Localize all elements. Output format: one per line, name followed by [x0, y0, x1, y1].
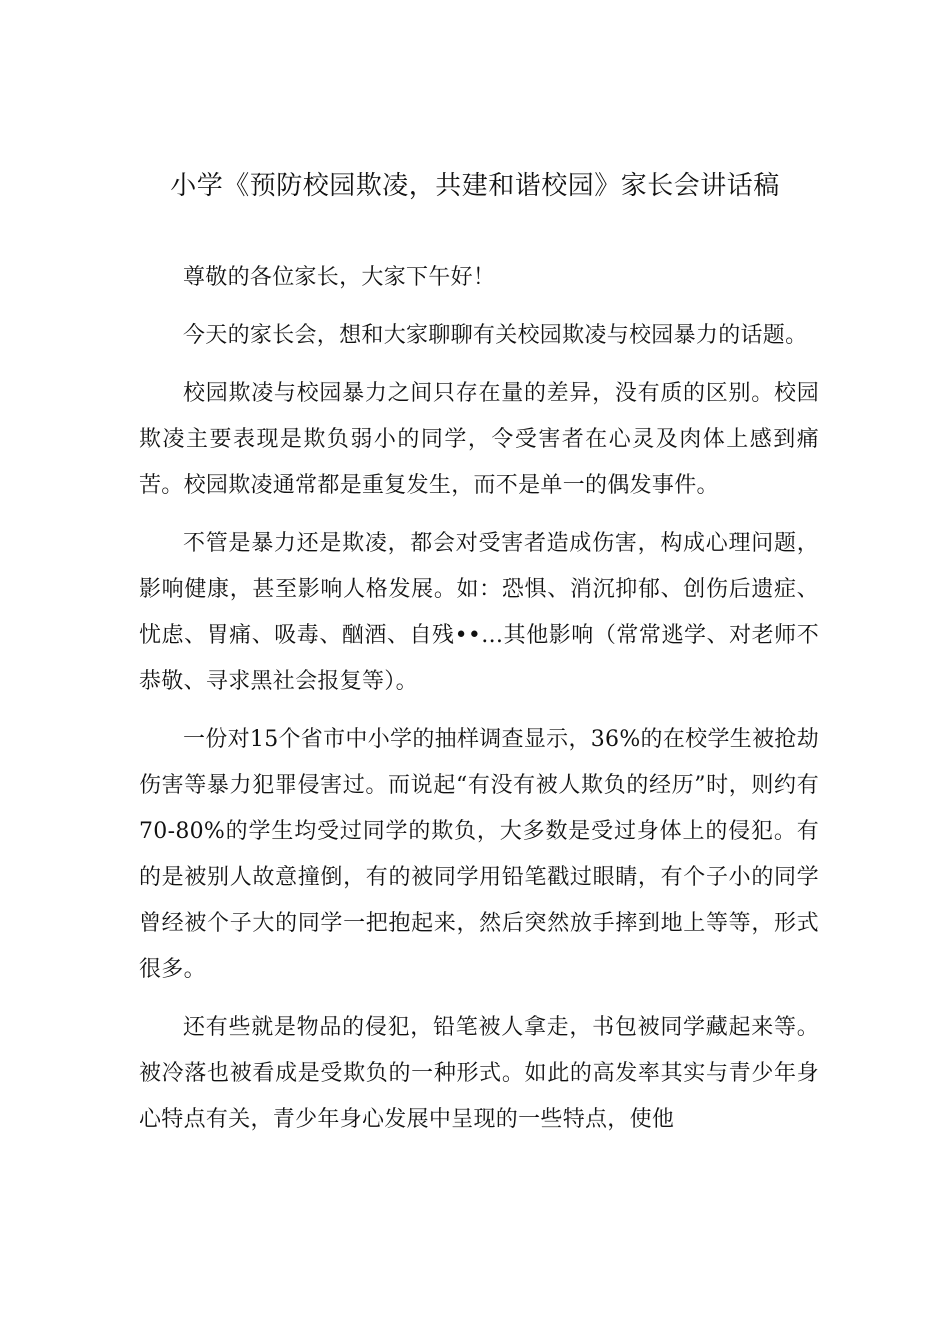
paragraph-definition: 校园欺凌与校园暴力之间只存在量的差异，没有质的区别。校园欺凌主要表现是欺负弱小的同学，令受害者在心灵及肉体上感到痛苦。校园欺凌通常都是重复发生，而不是单一的偶发事件。 [139, 381, 819, 498]
paragraph-property: 还有些就是物品的侵犯，铅笔被人拿走，书包被同学藏起来等。被冷落也被看成是受欺负的一种形式。如此的高发率其实与青少年身心特点有关，青少年身心发展中呈现的一些特点，使他 [139, 1015, 819, 1132]
document-body [139, 255, 819, 1155]
document-title: 小学《预防校园欺凌，共建和谐校园》家长会讲话稿 [170, 171, 780, 201]
paragraph-harm: 不管是暴力还是欺凌，都会对受害者造成伤害，构成心理问题，影响健康，甚至影响人格发展。如：恐惧、消沉抑郁、创伤后遗症、忧虑、胃痛、吸毒、酗酒、自残••…其他影响（常常逃学、对老师不恭敬、寻求黑社会报复等）。 [139, 531, 819, 694]
paragraph-greeting: 尊敬的各位家长，大家下午好！ [183, 265, 496, 290]
paragraph-topic: 今天的家长会，想和大家聊聊有关校园欺凌与校园暴力的话题。 [183, 323, 808, 348]
paragraph-survey: 一份对15个省市中小学的抽样调查显示，36%的在校学生被抢劫伤害等暴力犯罪侵害过。而说起“有没有被人欺负的经历”时，则约有70-80%的学生均受过同学的欺负，大多数是受过身体上的侵犯。有的是被别人故意撞倒，有的被同学用铅笔戳过眼睛，有个子小的同学曾经被个子大的同学一把抱起来，然后突然放手摔到地上等等，形式很多。 [139, 727, 819, 982]
